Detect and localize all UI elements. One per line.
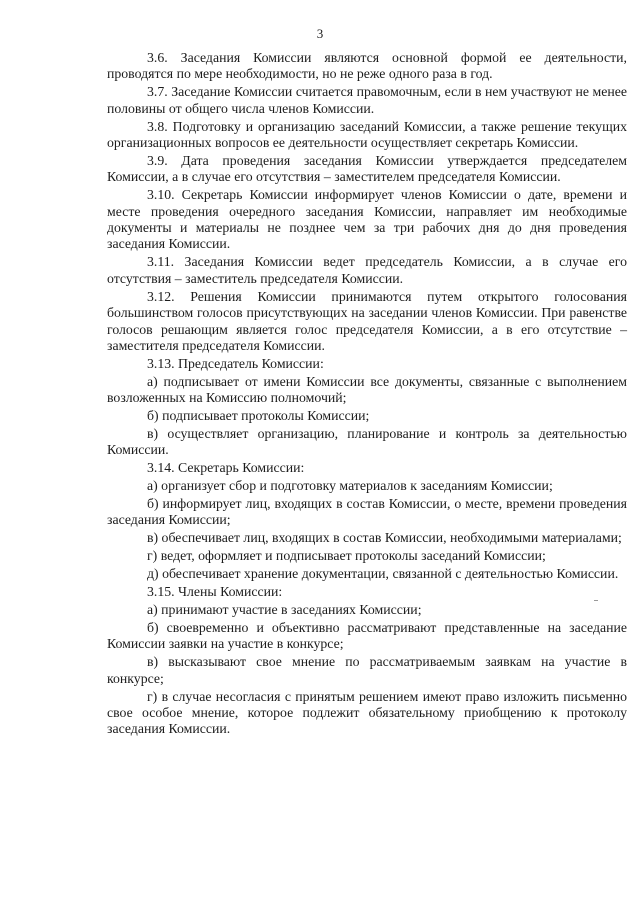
document-body — [107, 50, 627, 739]
paragraph-3-12: 3.12. Решения Комиссии принимаются путем открытого голосования большинством голосов присутствующих на заседании членов Комиссии. При равенстве голосов решающим является голос председателя Комиссии, а в его отсутствие – заместителя председателя Комиссии. — [107, 288, 627, 353]
list-item-3-15-v: в) высказывают свое мнение по рассматриваемым заявкам на участие в конкурсе; — [107, 654, 627, 686]
list-item-3-14-d: д) обеспечивает хранение документации, связанной с деятельностью Комиссии. — [147, 566, 619, 582]
list-item-3-14-v: в) обеспечивает лиц, входящих в состав Комиссии, необходимыми материалами; — [147, 530, 622, 546]
list-item-3-15-g: г) в случае несогласия с принятым решением имеют право изложить письменно свое особое мнение, которое подлежит обязательному приобщению к протоколу заседания Комиссии. — [107, 688, 627, 737]
paragraph-3-8: 3.8. Подготовку и организацию заседаний Комиссии, а также решение текущих организационных вопросов ее деятельности осуществляет секретарь Комиссии. — [107, 118, 627, 151]
paragraph-3-11: 3.11. Заседания Комиссии ведет председатель Комиссии, а в случае его отсутствия – заместитель председателя Комиссии. — [107, 254, 627, 286]
paragraph-3-15: 3.15. Члены Комиссии: — [147, 584, 283, 600]
list-item-3-13-v: в) осуществляет организацию, планирование и контроль за деятельностью Комиссии. — [107, 425, 627, 458]
page-number: 3 — [316, 26, 324, 41]
list-item-3-13-a: а) подписывает от имени Комиссии все документы, связанные с выполнением возложенных на Комиссию полномочий; — [107, 373, 627, 406]
paragraph-3-13: 3.13. Председатель Комиссии: — [147, 355, 324, 371]
list-item-3-13-b: б) подписывает протоколы Комиссии; — [147, 408, 370, 424]
scan-speck — [594, 600, 598, 601]
list-item-3-15-b: б) своевременно и объективно рассматривают представленные на заседание Комиссии заявки на участие в конкурсе; — [107, 619, 627, 652]
list-item-3-14-g: г) ведет, оформляет и подписывает протоколы заседаний Комиссии; — [147, 548, 546, 564]
paragraph-3-14: 3.14. Секретарь Комиссии: — [147, 460, 305, 476]
paragraph-3-6: 3.6. Заседания Комиссии являются основной формой ее деятельности, проводятся по мере необходимости, но не реже одного раза в год. — [107, 50, 627, 82]
paragraph-3-9: 3.9. Дата проведения заседания Комиссии утверждается председателем Комиссии, а в случае его отсутствия – заместителем председателя Комиссии. — [107, 152, 627, 185]
paragraph-3-7: 3.7. Заседание Комиссии считается правомочным, если в нем участвуют не менее половины от общего числа членов Комиссии. — [107, 84, 627, 116]
list-item-3-14-b: б) информирует лиц, входящих в состав Комиссии, о месте, времени проведения заседания Комиссии; — [107, 496, 627, 528]
list-item-3-14-a: а) организует сбор и подготовку материалов к заседаниям Комиссии; — [147, 478, 553, 494]
paragraph-3-10: 3.10. Секретарь Комиссии информирует членов Комиссии о дате, времени и месте проведения очередного заседания Комиссии, направляет им необходимые документы и материалы не позднее чем за три рабочих дня до дня проведения заседания Комиссии. — [107, 187, 627, 252]
list-item-3-15-a: а) принимают участие в заседаниях Комиссии; — [147, 602, 422, 617]
